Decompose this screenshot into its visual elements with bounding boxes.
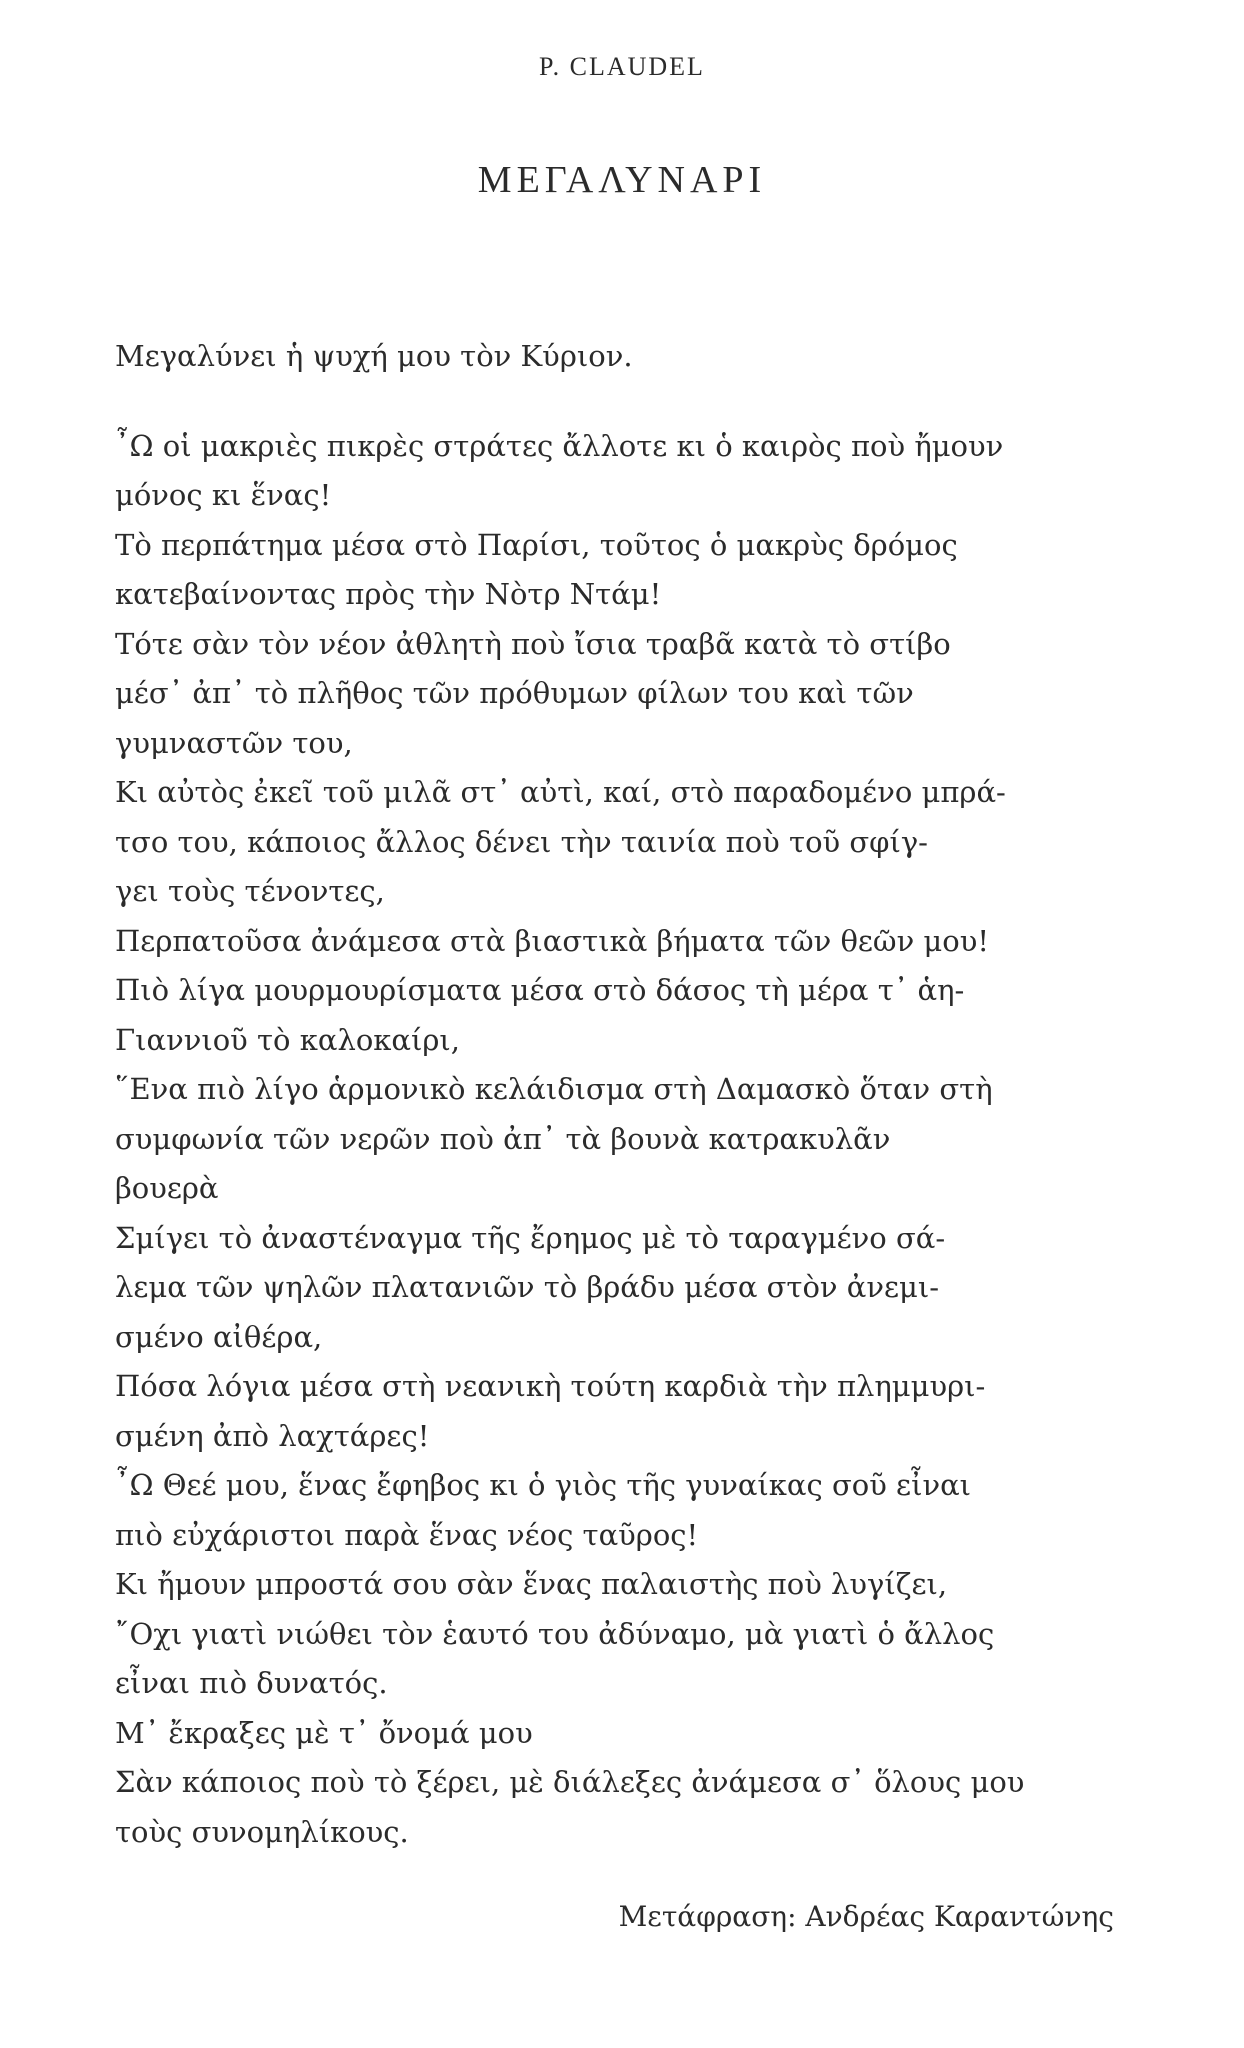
verse-line: ῏Ω Θεέ μου, ἕνας ἔφηβος κι ὁ γιὸς τῆς γυναίκας σοῦ εἶναι (115, 1468, 972, 1502)
translator-credit: Μετάφραση: Ανδρέας Καραντώνης (618, 1900, 1114, 1933)
poem-verse (115, 1461, 1115, 1560)
poem-verse (115, 1362, 1115, 1461)
verse-continuation: γυμναστῶν του, (115, 725, 353, 760)
poem-verse (115, 1758, 1115, 1857)
verse-line: Πόσα λόγια μέσα στὴ νεανικὴ τούτη καρδιὰ τὴν πλημμυρι- (115, 1369, 986, 1403)
poem-body (115, 332, 1115, 1857)
verse-continuation: σμένο αἰθέρα, (115, 1319, 323, 1354)
verse-continuation: Γιαννιοῦ τὸ καλοκαίρι, (115, 1022, 460, 1057)
verse-line: Κι ἤμουν μπροστά σου σὰν ἕνας παλαιστὴς ποὺ λυγίζει, (115, 1567, 948, 1601)
verse-line: ῎Οχι γιατὶ νιώθει τὸν ἑαυτό του ἀδύναμο, μὰ γιατὶ ὁ ἄλλος (115, 1616, 995, 1651)
verse-line: Τότε σὰν τὸν νέον ἀθλητὴ ποὺ ἴσια τραβᾶ κατὰ τὸ στίβο (115, 626, 951, 661)
verse-continuation: συμφωνία τῶν νερῶν ποὺ ἀπ᾽ τὰ βουνὰ κατρακυλᾶν (115, 1121, 891, 1156)
verse-line: Κι αὐτὸς ἐκεῖ τοῦ μιλᾶ στ᾽ αὐτὶ, καί, στὸ παραδομένο μπρά- (115, 775, 1006, 809)
verse-line: Τὸ περπάτημα μέσα στὸ Παρίσι, τοῦτος ὁ μακρὺς δρόμος (115, 527, 958, 562)
verse-line: Σμίγει τὸ ἀναστέναγμα τῆς ἔρημος μὲ τὸ ταραγμένο σά- (115, 1220, 946, 1255)
verse-line: Περπατοῦσα ἀνάμεσα στὰ βιαστικὰ βήματα τῶν θεῶν μου! (115, 923, 990, 958)
verse-continuation: πιὸ εὐχάριστοι παρὰ ἕνας νέος ταῦρος! (115, 1517, 699, 1552)
poem-verse (115, 521, 1115, 620)
verse-continuation: εἶναι πιὸ δυνατός. (115, 1666, 388, 1700)
poem-verse (115, 768, 1115, 917)
verse-continuation: μέσ᾽ ἀπ᾽ τὸ πλῆθος τῶν πρόθυμων φίλων του καὶ τῶν (115, 676, 914, 710)
poem-verse (115, 1560, 1115, 1610)
verse-continuation: τσο του, κάποιος ἄλλος δένει τὴν ταινία ποὺ τοῦ σφίγ- (115, 824, 928, 859)
verse-continuation: λεμα τῶν ψηλῶν πλατανιῶν τὸ βράδυ μέσα στὸν ἀνεμι- (115, 1270, 940, 1304)
poem-stanzas (115, 422, 1115, 1858)
poem-verse (115, 1214, 1115, 1363)
verse-line: ῏Ω οἱ μακριὲς πικρὲς στράτες ἄλλοτε κι ὁ καιρὸς ποὺ ἤμουν (115, 428, 1004, 463)
verse-continuation: σμένη ἀπὸ λαχτάρες! (115, 1418, 430, 1453)
poem-verse (115, 966, 1115, 1065)
running-head-author: P. CLAUDEL (539, 52, 705, 81)
poem-verse (115, 917, 1115, 967)
poem-verse (115, 1065, 1115, 1214)
verse-line: ῞Ενα πιὸ λίγο ἁρμονικὸ κελάιδισμα στὴ Δαμασκὸ ὅταν στὴ (115, 1072, 993, 1106)
poem-verse (115, 1610, 1115, 1709)
verse-line: Σὰν κάποιος ποὺ τὸ ξέρει, μὲ διάλεξες ἀνάμεσα σ᾽ ὅλους μου (115, 1765, 1025, 1799)
verse-continuation: βουερὰ (115, 1171, 219, 1205)
poem-opening-line: Μεγαλύνει ἡ ψυχή μου τὸν Κύριον. (115, 339, 633, 373)
verse-continuation: γει τοὺς τένοντες, (115, 874, 385, 908)
verse-line: Πιὸ λίγα μουρμουρίσματα μέσα στὸ δάσος τὴ μέρα τ᾽ ἁη- (115, 973, 965, 1007)
poem-title: ΜΕΓΑΛΥΝΑΡΙ (477, 159, 767, 201)
poem-verse (115, 1709, 1115, 1759)
poem-verse (115, 620, 1115, 769)
verse-continuation: τοὺς συνομηλίκους. (115, 1814, 409, 1849)
verse-line: Μ᾽ ἔκραξες μὲ τ᾽ ὄνομά μου (115, 1715, 533, 1750)
verse-continuation: κατεβαίνοντας πρὸς τὴν Νὸτρ Ντάμ! (115, 577, 662, 611)
verse-continuation: μόνος κι ἕνας! (115, 478, 332, 512)
poem-verse (115, 422, 1115, 521)
